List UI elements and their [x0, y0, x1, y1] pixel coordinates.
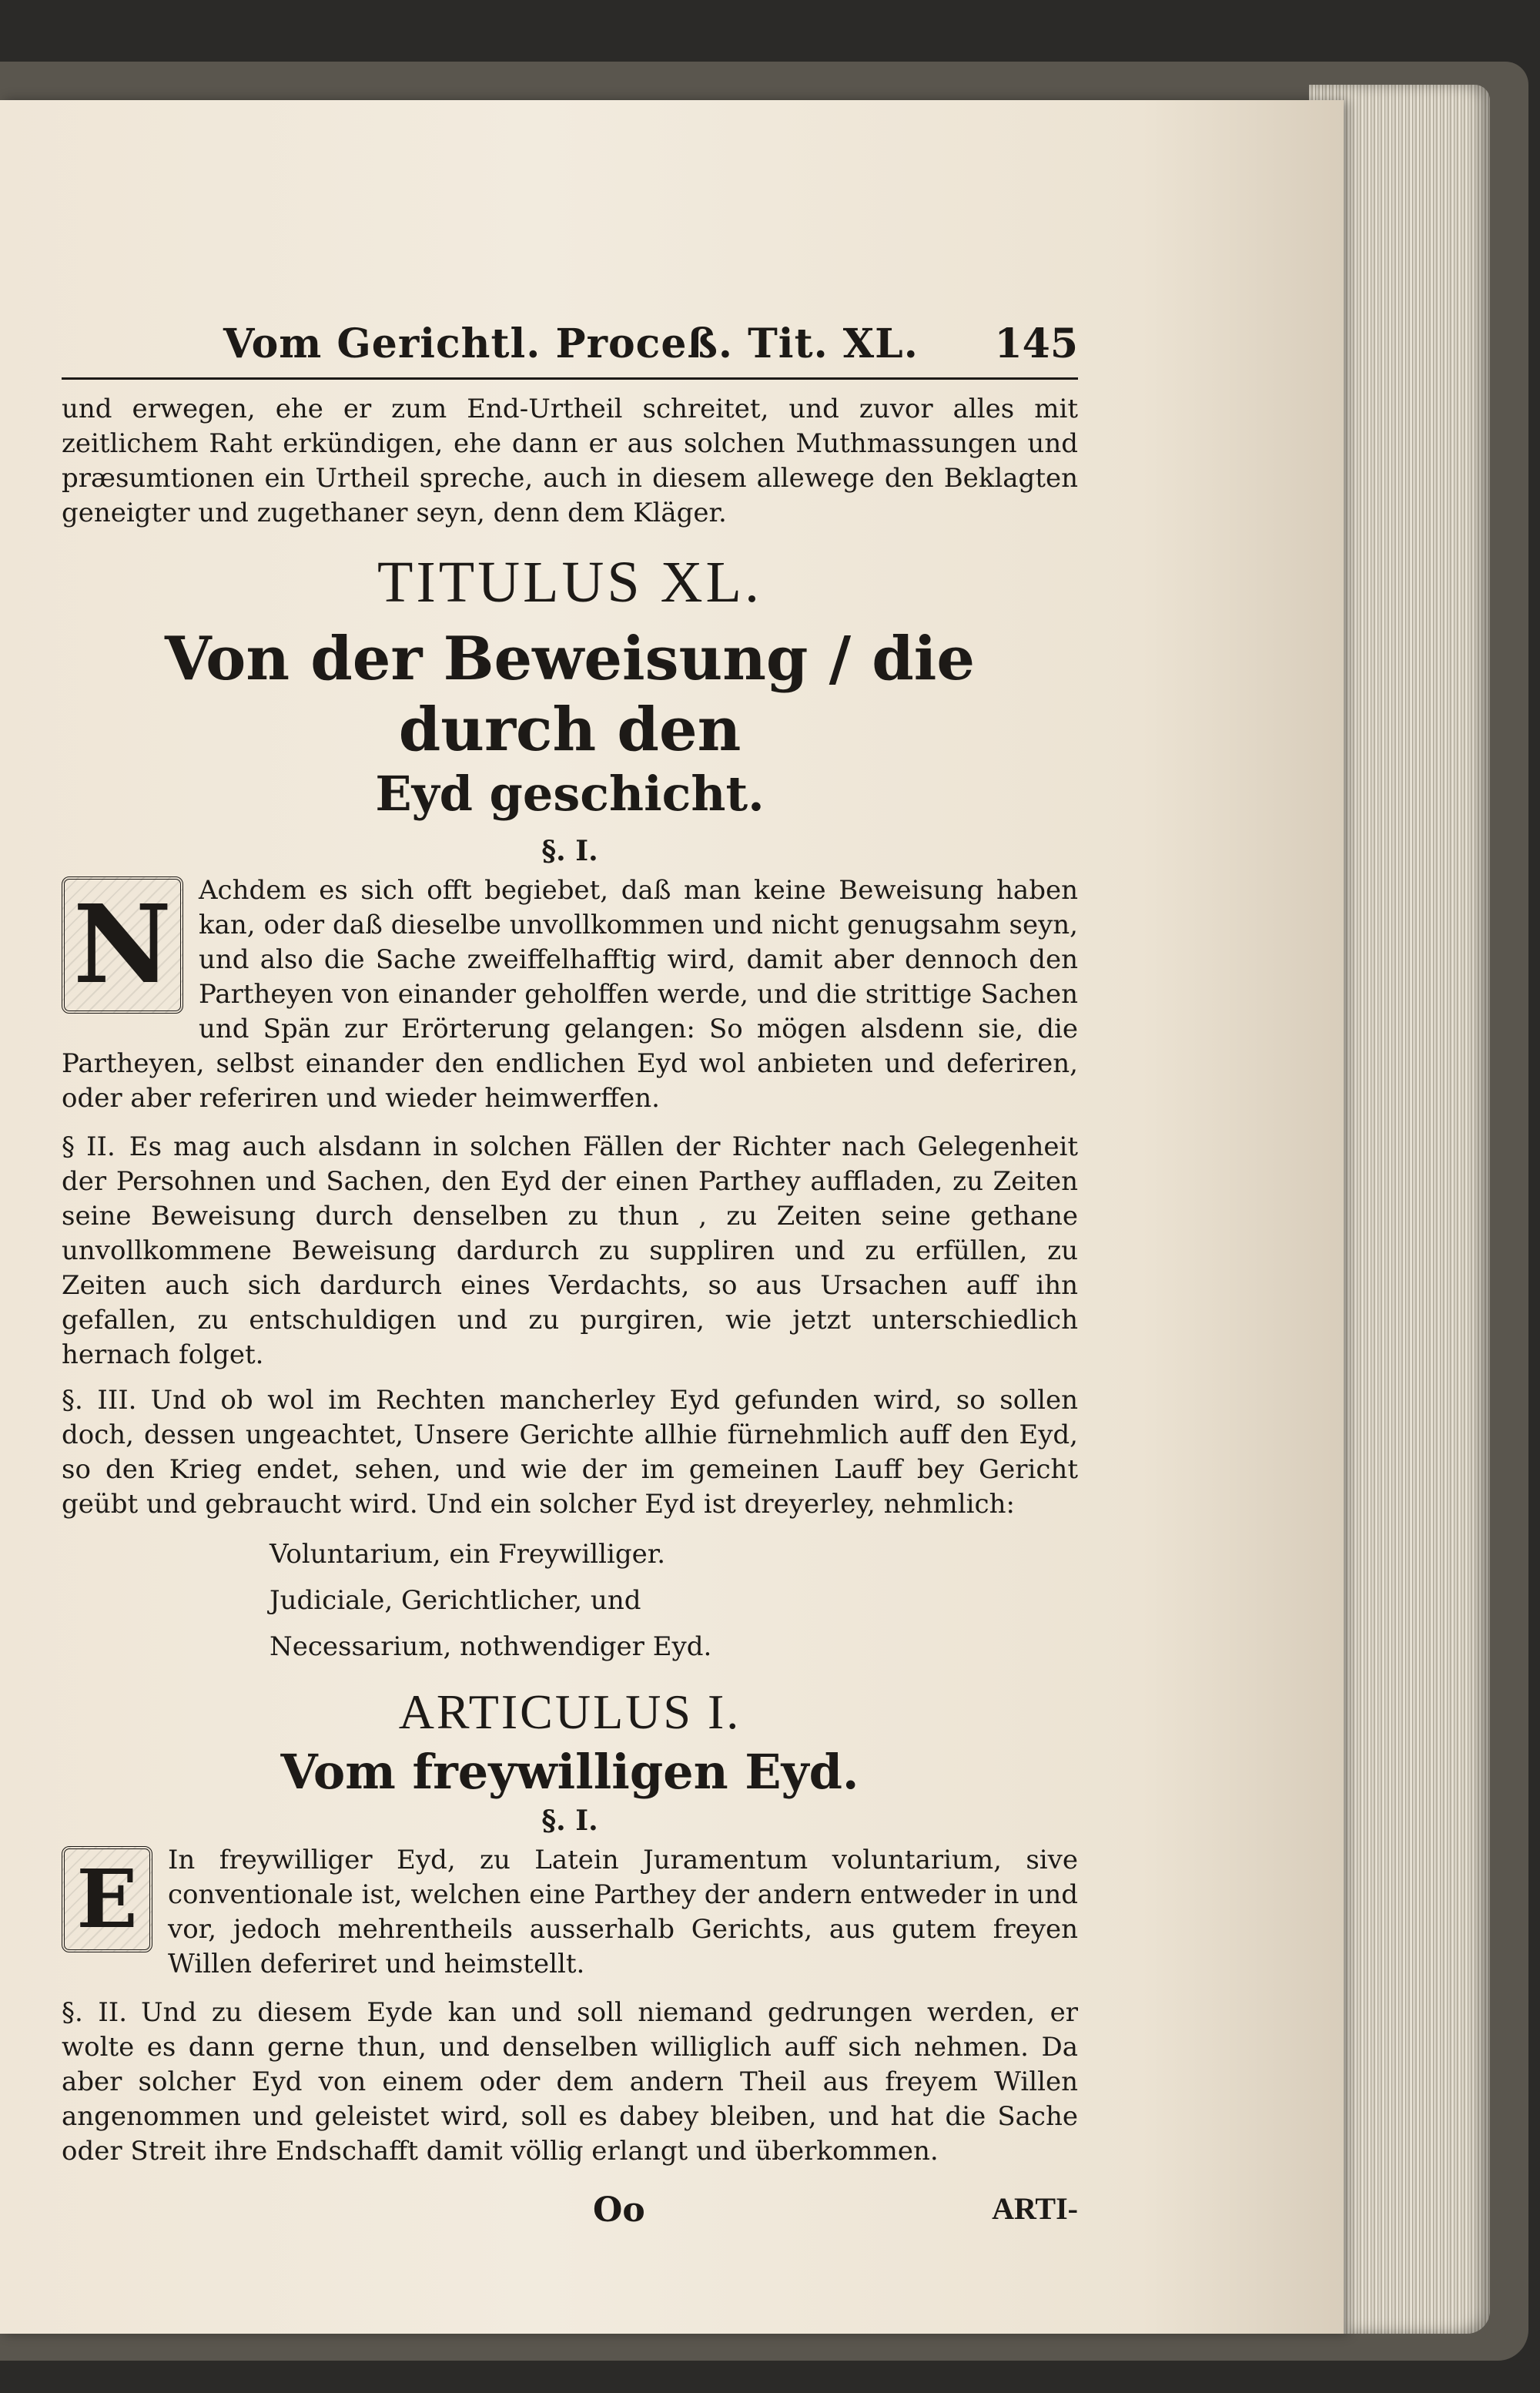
section-3-mark: §. III. [62, 1385, 137, 1416]
articulus-title: Vom freywilligen Eyd. [280, 1744, 859, 1800]
title-main: Von der Beweisung / die durch den [164, 624, 976, 765]
section-2-mark: § II. [62, 1131, 116, 1162]
art-section-1-mark: §. I. [541, 1805, 598, 1837]
oath-type-item: Necessarium, nothwendiger Eyd. [270, 1631, 712, 1662]
title-sub: Eyd geschicht. [375, 766, 765, 822]
section-1-mark: §. I. [541, 835, 598, 867]
art-section-2-mark: §. II. [62, 1997, 128, 2028]
running-head [62, 316, 1078, 380]
page-number: 145 [994, 320, 1078, 367]
book-page [0, 100, 1344, 2334]
running-title: Vom Gerichtl. Proceß. Tit. XL. [223, 320, 919, 367]
oath-type-item: Judiciale, Gerichtlicher, und [270, 1585, 641, 1616]
art-section-1-text: In freywilliger Eyd, zu Latein Juramentum voluntarium, sive conventionale ist, welchen eine Parthey der andern entweder in und vor, jedoch mehrentheils ausserhalb Gerichts, aus gutem freyen Willen deferiret und heimstellt. [168, 1845, 1078, 1979]
signature-mark: Oo [593, 2190, 645, 2230]
page-content [62, 316, 1078, 2244]
art-section-2-text: Und zu diesem Eyde kan und soll niemand gedrungen werden, er wolte es dann gerne thun, und denselben williglich auff sich nehmen. Da aber solcher Eyd von einem oder dem andern Theil aus freyem Willen angenommen und geleistet wird, soll es dabey bleiben, und hat die Sache oder Streit ihre Endschafft damit völlig erlangt und überkommen. [62, 1997, 1078, 2167]
section-1 [62, 873, 1078, 1116]
articulus-heading: ARTICULUS I. [398, 1684, 742, 1739]
section-3-text: Und ob wol im Rechten mancherley Eyd gefunden wird, so sollen doch, dessen ungeachtet, Unsere Gerichte allhie fürnehmlich auff den Eyd, so den Krieg endet, sehen, und wie der im gemeinen Lauff bey Gericht geübt und gebraucht wird. Und ein solcher Eyd ist dreyerley, nehmlich: [62, 1385, 1078, 1520]
section-3 [62, 1383, 1078, 1522]
oath-types-list [270, 1531, 1078, 1670]
catchword: ARTI- [992, 2191, 1078, 2226]
intro-paragraph: und erwegen, ehe er zum End-Urtheil schreitet, und zuvor alles mit zeitlichem Raht erkündigen, ehe dann er aus solchen Muthmassungen und præsumtionen ein Urtheil spreche, auch in diesem allewege den Beklagten geneigter und zugethaner seyn, denn dem Kläger. [62, 394, 1078, 528]
oath-type-item: Voluntarium, ein Freywilliger. [270, 1539, 666, 1570]
dropcap-n-icon: N [62, 876, 183, 1014]
art-section-2 [62, 1996, 1078, 2169]
art-section-1 [62, 1843, 1078, 1982]
section-1-text: Achdem es sich offt begiebet, daß man keine Beweisung haben kan, oder daß dieselbe unvollkommen und nicht genugsahm seyn, und also die Sache zweiffelhafftig wird, damit aber dennoch den Partheyen von einander geholffen werde, und die strittige Sachen und Spän zur Erörterung gelangen: So mögen alsdenn sie, die Partheyen, selbst einander den endlichen Eyd wol anbieten und deferiren, oder aber referiren und wieder heimwerffen. [62, 875, 1078, 1114]
page-footer [62, 2190, 1078, 2244]
dropcap-e-icon: E [62, 1846, 152, 1952]
titulus-heading: TITULUS XL. [377, 550, 762, 615]
section-2-text: Es mag auch alsdann in solchen Fällen der Richter nach Gelegenheit der Persohnen und Sachen, den Eyd der einen Parthey auffladen, zu Zeiten seine Beweisung durch denselben zu thun , zu Zeiten seine gethane unvollkommene Beweisung dardurch zu suppliren und zu erfüllen, zu Zeiten auch sich dardurch eines Verdachts, so aus Ursachen auff ihn gefallen, zu entschuldigen und zu purgiren, wie jetzt unterschiedlich hernach folget. [62, 1131, 1078, 1370]
section-2 [62, 1130, 1078, 1372]
